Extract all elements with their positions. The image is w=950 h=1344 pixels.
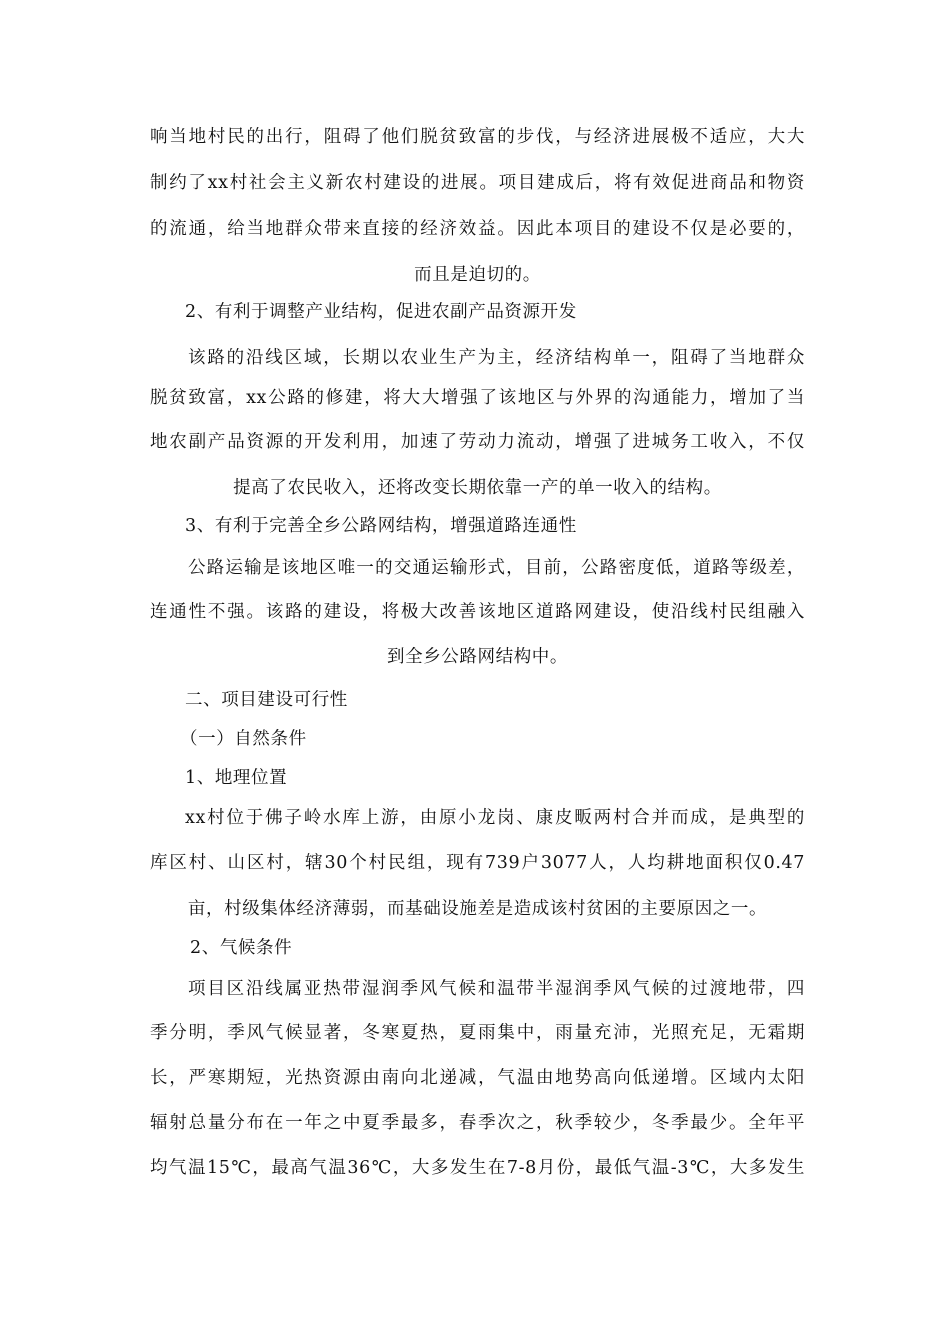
paragraph-line: xx村位于佛子岭水库上游，由原小龙岗、康皮畈两村合并而成，是典型的 xyxy=(185,808,805,828)
section-heading: 2、有利于调整产业结构，促进农副产品资源开发 xyxy=(185,302,577,322)
paragraph-line: 响当地村民的出行，阻碍了他们脱贫致富的步伐，与经济进展极不适应，大大 xyxy=(150,127,805,147)
paragraph-line: 长，严寒期短，光热资源由南向北递减，气温由地势高向低递增。区域内太阳 xyxy=(150,1068,805,1088)
paragraph-line: 该路的沿线区域，长期以农业生产为主，经济结构单一，阻碍了当地群众 xyxy=(188,348,805,368)
paragraph-line: 辐射总量分布在一年之中夏季最多，春季次之，秋季较少，冬季最少。全年平 xyxy=(150,1113,805,1133)
paragraph-line: 提高了农民收入，还将改变长期依靠一产的单一收入的结构。 xyxy=(233,478,722,498)
paragraph-line: 脱贫致富，xx公路的修建，将大大增强了该地区与外界的沟通能力，增加了当 xyxy=(150,388,805,408)
paragraph-line: 季分明，季风气候显著，冬寒夏热，夏雨集中，雨量充沛，光照充足，无霜期 xyxy=(150,1023,805,1043)
paragraph-line: 地农副产品资源的开发利用，加速了劳动力流动，增强了进城务工收入，不仅 xyxy=(150,432,805,452)
paragraph-line: 均气温15℃，最高气温36℃，大多发生在7-8月份，最低气温-3℃，大多发生 xyxy=(150,1158,805,1178)
subsection-heading: 1、地理位置 xyxy=(185,768,288,788)
section-heading: 二、项目建设可行性 xyxy=(185,690,348,710)
subsection-heading: 2、气候条件 xyxy=(190,938,293,958)
subsection-heading: （一）自然条件 xyxy=(180,729,307,749)
paragraph-line: 公路运输是该地区唯一的交通运输形式，目前，公路密度低，道路等级差， xyxy=(188,558,805,578)
paragraph-line: 连通性不强。该路的建设，将极大改善该地区道路网建设，使沿线村民组融入 xyxy=(150,602,805,622)
paragraph-line: 库区村、山区村，辖30个村民组，现有739户3077人，人均耕地面积仅0.47 xyxy=(150,853,805,873)
paragraph-line: 制约了xx村社会主义新农村建设的进展。项目建成后，将有效促进商品和物资 xyxy=(150,173,805,193)
paragraph-line: 而且是迫切的。 xyxy=(414,265,541,285)
paragraph-line: 的流通，给当地群众带来直接的经济效益。因此本项目的建设不仅是必要的， xyxy=(150,219,805,239)
paragraph-line: 到全乡公路网结构中。 xyxy=(387,647,568,667)
paragraph-line: 亩，村级集体经济薄弱，而基础设施差是造成该村贫困的主要原因之一。 xyxy=(187,899,768,919)
section-heading: 3、有利于完善全乡公路网结构，增强道路连通性 xyxy=(185,516,577,536)
paragraph-line: 项目区沿线属亚热带湿润季风气候和温带半湿润季风气候的过渡地带，四 xyxy=(188,979,805,999)
